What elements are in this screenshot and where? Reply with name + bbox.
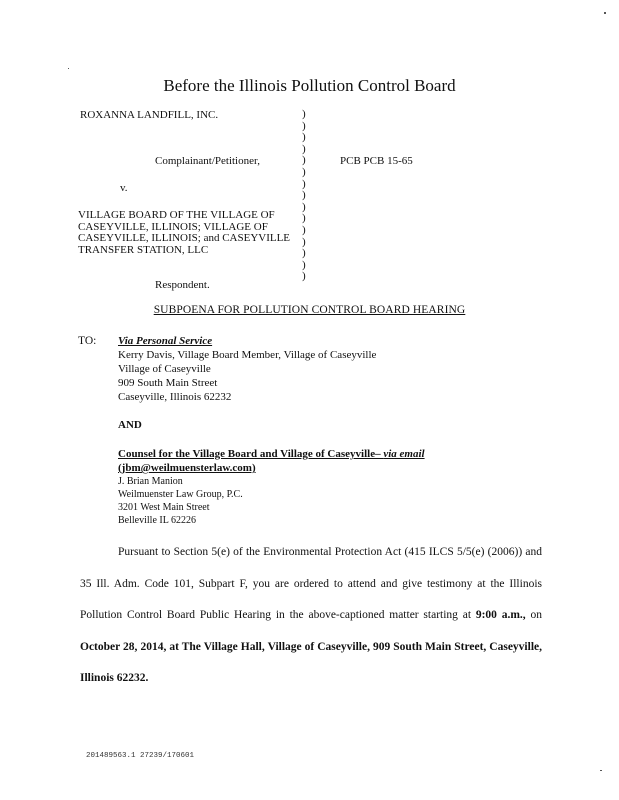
defendant-line: VILLAGE BOARD OF THE VILLAGE OF [78,209,275,221]
caption-paren: ) [302,200,306,213]
caption-paren: ) [302,247,306,260]
scan-speck [604,12,606,14]
counsel-line: Belleville IL 62226 [118,515,196,526]
recipient-block [118,334,376,404]
counsel-heading [118,447,425,461]
caption-paren: ) [302,212,306,225]
service-method: Via Personal Service [118,335,213,347]
scan-speck [600,770,602,771]
caption-paren: ) [302,177,306,190]
counsel-heading-via: via email [383,448,425,460]
caption-paren: ) [302,131,306,144]
hearing-date-place: October 28, 2014, at The Village Hall, Village of Caseyville, 909 South Main Street, Caseyville, Illinois 62232. [80,640,542,684]
defendant-role: Respondent. [155,279,210,291]
hearing-time: 9:00 a.m., [475,609,531,621]
caption-paren: ) [302,258,306,271]
subpoena-heading: SUBPOENA FOR POLLUTION CONTROL BOARD HEARING [153,304,466,316]
counsel-block [118,447,425,527]
to-label: TO: [78,335,97,347]
caption-parentheses [302,109,312,283]
recipient-line: Kerry Davis, Village Board Member, Village of Caseyville [118,349,377,361]
caption-paren: ) [302,165,306,178]
defendant-line: CASEYVILLE, ILLINOIS; and CASEYVILLE [78,232,291,245]
caption-paren: ) [302,189,306,202]
defendant-block [78,210,290,256]
recipient-line: Village of Caseyville [118,363,211,375]
order-on: on [530,609,542,621]
document-title: Before the Illinois Pollution Control Board [163,76,456,95]
caption-paren: ) [302,270,306,283]
order-text: Pursuant to Section 5(e) of the Environmental Protection Act (415 ILCS 5/5(e) (2006)) and 35 Ill. Adm. Code 101, Subpart F, you are ordered to attend and give testimony at the Illinois Pollution Control Board Public Hearing in the above-captioned matter starting at [80,546,542,621]
plaintiff-name: ROXANNA LANDFILL, INC. [80,109,219,121]
caption-paren: ) [302,142,306,155]
order-paragraph [80,537,542,695]
scan-speck [68,68,69,69]
defendant-line: CASEYVILLE, ILLINOIS; VILLAGE OF [78,220,268,233]
caption-paren: ) [302,235,306,248]
defendant-line: TRANSFER STATION, LLC [78,243,209,256]
and-label: AND [118,419,142,431]
caption-paren: ) [302,154,306,167]
plaintiff-role: Complainant/Petitioner, [155,155,260,167]
caption-paren: ) [302,119,306,132]
case-number: PCB PCB 15-65 [340,155,413,167]
document-id: 201489563.1 27239/170601 [86,752,195,760]
counsel-line: J. Brian Manion [118,476,183,487]
counsel-heading-text: Counsel for the Village Board and Village of Caseyville– [118,448,384,460]
versus: v. [120,182,128,194]
recipient-line: Caseyville, Illinois 62232 [118,391,232,403]
caption-paren: ) [302,223,306,236]
counsel-line: Weilmuenster Law Group, P.C. [118,489,243,500]
counsel-line: 3201 West Main Street [118,502,210,513]
caption-paren: ) [302,108,306,120]
counsel-email: (jbm@weilmuensterlaw.com) [118,462,256,474]
recipient-line: 909 South Main Street [118,377,218,389]
